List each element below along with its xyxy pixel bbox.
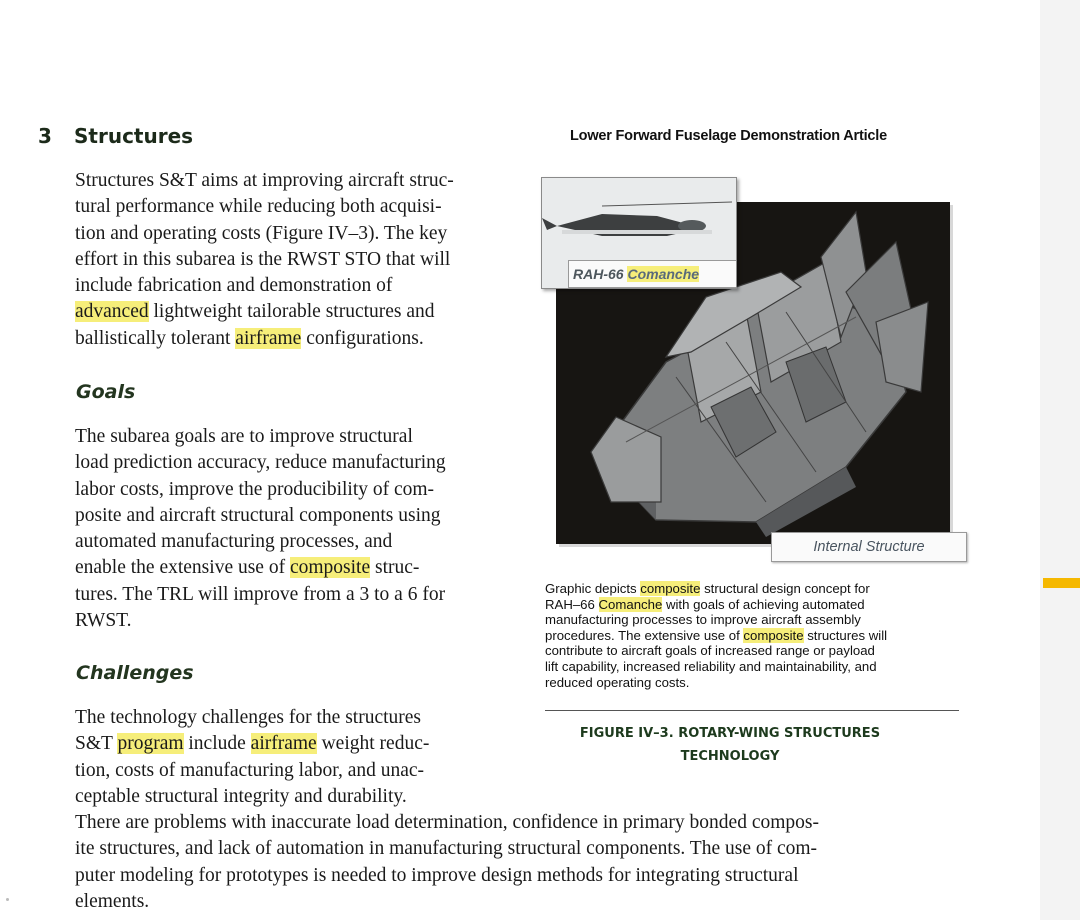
scan-dot bbox=[6, 898, 9, 901]
internal-structure-label: Internal Structure bbox=[771, 532, 967, 562]
figure-number-line: FIGURE IV–3. ROTARY-WING STRUCTURES bbox=[579, 726, 881, 741]
text-run: puter modeling for prototypes is needed to improve design methods for integrating structural bbox=[75, 864, 799, 886]
text-line bbox=[75, 529, 446, 555]
figure-number-line: TECHNOLOGY bbox=[680, 749, 780, 764]
text-line bbox=[545, 628, 887, 644]
challenges-heading: Challenges bbox=[76, 662, 194, 684]
figure-title: Lower Forward Fuselage Demonstration Article bbox=[570, 128, 887, 144]
text-run: The technology challenges for the structures bbox=[75, 707, 422, 728]
text-line bbox=[75, 194, 454, 220]
text-run: tion and operating costs (Figure IV–3). The key bbox=[75, 222, 448, 244]
text-run: procedures. The extensive use of bbox=[545, 627, 744, 643]
text-run: elements. bbox=[75, 891, 150, 913]
intro-paragraph bbox=[75, 168, 454, 352]
helicopter-inset bbox=[541, 177, 737, 289]
text-line bbox=[75, 168, 454, 194]
text-run: with goals of achieving automated bbox=[662, 596, 865, 612]
text-run: lift capability, increased reliability and maintainability, and bbox=[545, 658, 877, 674]
highlighted-term: composite bbox=[640, 581, 701, 596]
text-run: effort in this subarea is the RWST STO that will bbox=[75, 248, 451, 270]
text-line bbox=[75, 555, 446, 581]
text-line bbox=[75, 582, 446, 608]
text-run: Graphic depicts bbox=[545, 581, 641, 596]
section-title: Structures bbox=[74, 124, 194, 148]
text-run: tures. The TRL will improve from a 3 to a 6 for bbox=[75, 583, 446, 605]
text-run: tion, costs of manufacturing labor, and unac- bbox=[75, 759, 425, 781]
text-run: posite and aircraft structural components using bbox=[75, 504, 441, 526]
text-line bbox=[75, 247, 454, 273]
text-run: include fabrication and demonstration of bbox=[75, 275, 393, 297]
page-marker bbox=[1043, 578, 1080, 588]
text-line bbox=[75, 299, 454, 325]
text-run: reduced operating costs. bbox=[545, 674, 690, 690]
goals-heading: Goals bbox=[76, 381, 136, 403]
figure-number bbox=[545, 722, 915, 768]
highlighted-term: advanced bbox=[75, 301, 149, 323]
highlighted-term: composite bbox=[289, 557, 371, 579]
text-line bbox=[75, 273, 454, 299]
text-run: include bbox=[183, 733, 251, 755]
text-run: ite structures, and lack of automation in manufacturing structural components. The use of com- bbox=[75, 838, 818, 860]
text-line bbox=[75, 326, 454, 352]
text-run: RAH–66 bbox=[545, 596, 599, 612]
text-line bbox=[75, 784, 819, 810]
text-run: manufacturing processes to improve aircraft assembly bbox=[545, 612, 861, 628]
page-edge-strip bbox=[1040, 0, 1080, 920]
highlighted-term: composite bbox=[743, 627, 804, 643]
text-line bbox=[545, 659, 887, 675]
text-line bbox=[75, 450, 446, 476]
text-run: lightweight tailorable structures and bbox=[148, 301, 435, 323]
text-run: RAH-66 bbox=[573, 266, 628, 282]
text-line bbox=[75, 477, 446, 503]
caption-rule bbox=[545, 710, 959, 711]
text-run: structural design concept for bbox=[700, 581, 870, 596]
text-line bbox=[75, 836, 819, 862]
section-number: 3 bbox=[38, 124, 52, 148]
text-run: labor costs, improve the producibility of com- bbox=[75, 478, 435, 500]
text-run: ceptable structural integrity and durability. bbox=[75, 785, 407, 807]
text-run: contribute to aircraft goals of increased range or payload bbox=[545, 643, 875, 659]
text-run: enable the extensive use of bbox=[75, 557, 290, 579]
highlighted-term: airframe bbox=[235, 327, 302, 349]
text-line bbox=[545, 643, 887, 659]
text-line bbox=[75, 503, 446, 529]
text-line bbox=[75, 810, 819, 836]
text-run: There are problems with inaccurate load determination, confidence in primary bonded compos- bbox=[75, 812, 819, 834]
text-run: configurations. bbox=[301, 327, 424, 349]
text-run: RWST. bbox=[75, 610, 132, 632]
text-line bbox=[75, 863, 819, 889]
text-run: tural performance while reducing both acquisi- bbox=[75, 196, 442, 218]
figure-caption bbox=[545, 581, 887, 690]
text-line bbox=[75, 221, 454, 247]
text-run: load prediction accuracy, reduce manufacturing bbox=[75, 452, 446, 474]
text-line bbox=[545, 597, 887, 613]
text-line bbox=[545, 675, 887, 691]
text-run: Structures S&T aims at improving aircraft struc- bbox=[75, 170, 454, 191]
highlighted-term: program bbox=[117, 733, 184, 755]
text-run: weight reduc- bbox=[316, 733, 430, 755]
text-line bbox=[75, 889, 819, 915]
highlighted-term: Comanche bbox=[598, 596, 663, 612]
text-run: automated manufacturing processes, and bbox=[75, 531, 393, 553]
text-run: ballistically tolerant bbox=[75, 327, 236, 349]
text-run: The subarea goals are to improve structural bbox=[75, 426, 413, 447]
section-heading bbox=[38, 124, 193, 148]
text-run: structures will bbox=[803, 627, 888, 643]
text-line bbox=[545, 581, 887, 597]
inset-label bbox=[568, 260, 737, 288]
goals-paragraph bbox=[75, 424, 446, 634]
text-line bbox=[545, 612, 887, 628]
highlighted-term: Comanche bbox=[627, 266, 700, 282]
text-run: S&T bbox=[75, 733, 118, 755]
highlighted-term: airframe bbox=[250, 733, 317, 755]
text-line bbox=[75, 608, 446, 634]
text-line bbox=[75, 424, 446, 450]
text-run: struc- bbox=[370, 557, 420, 579]
